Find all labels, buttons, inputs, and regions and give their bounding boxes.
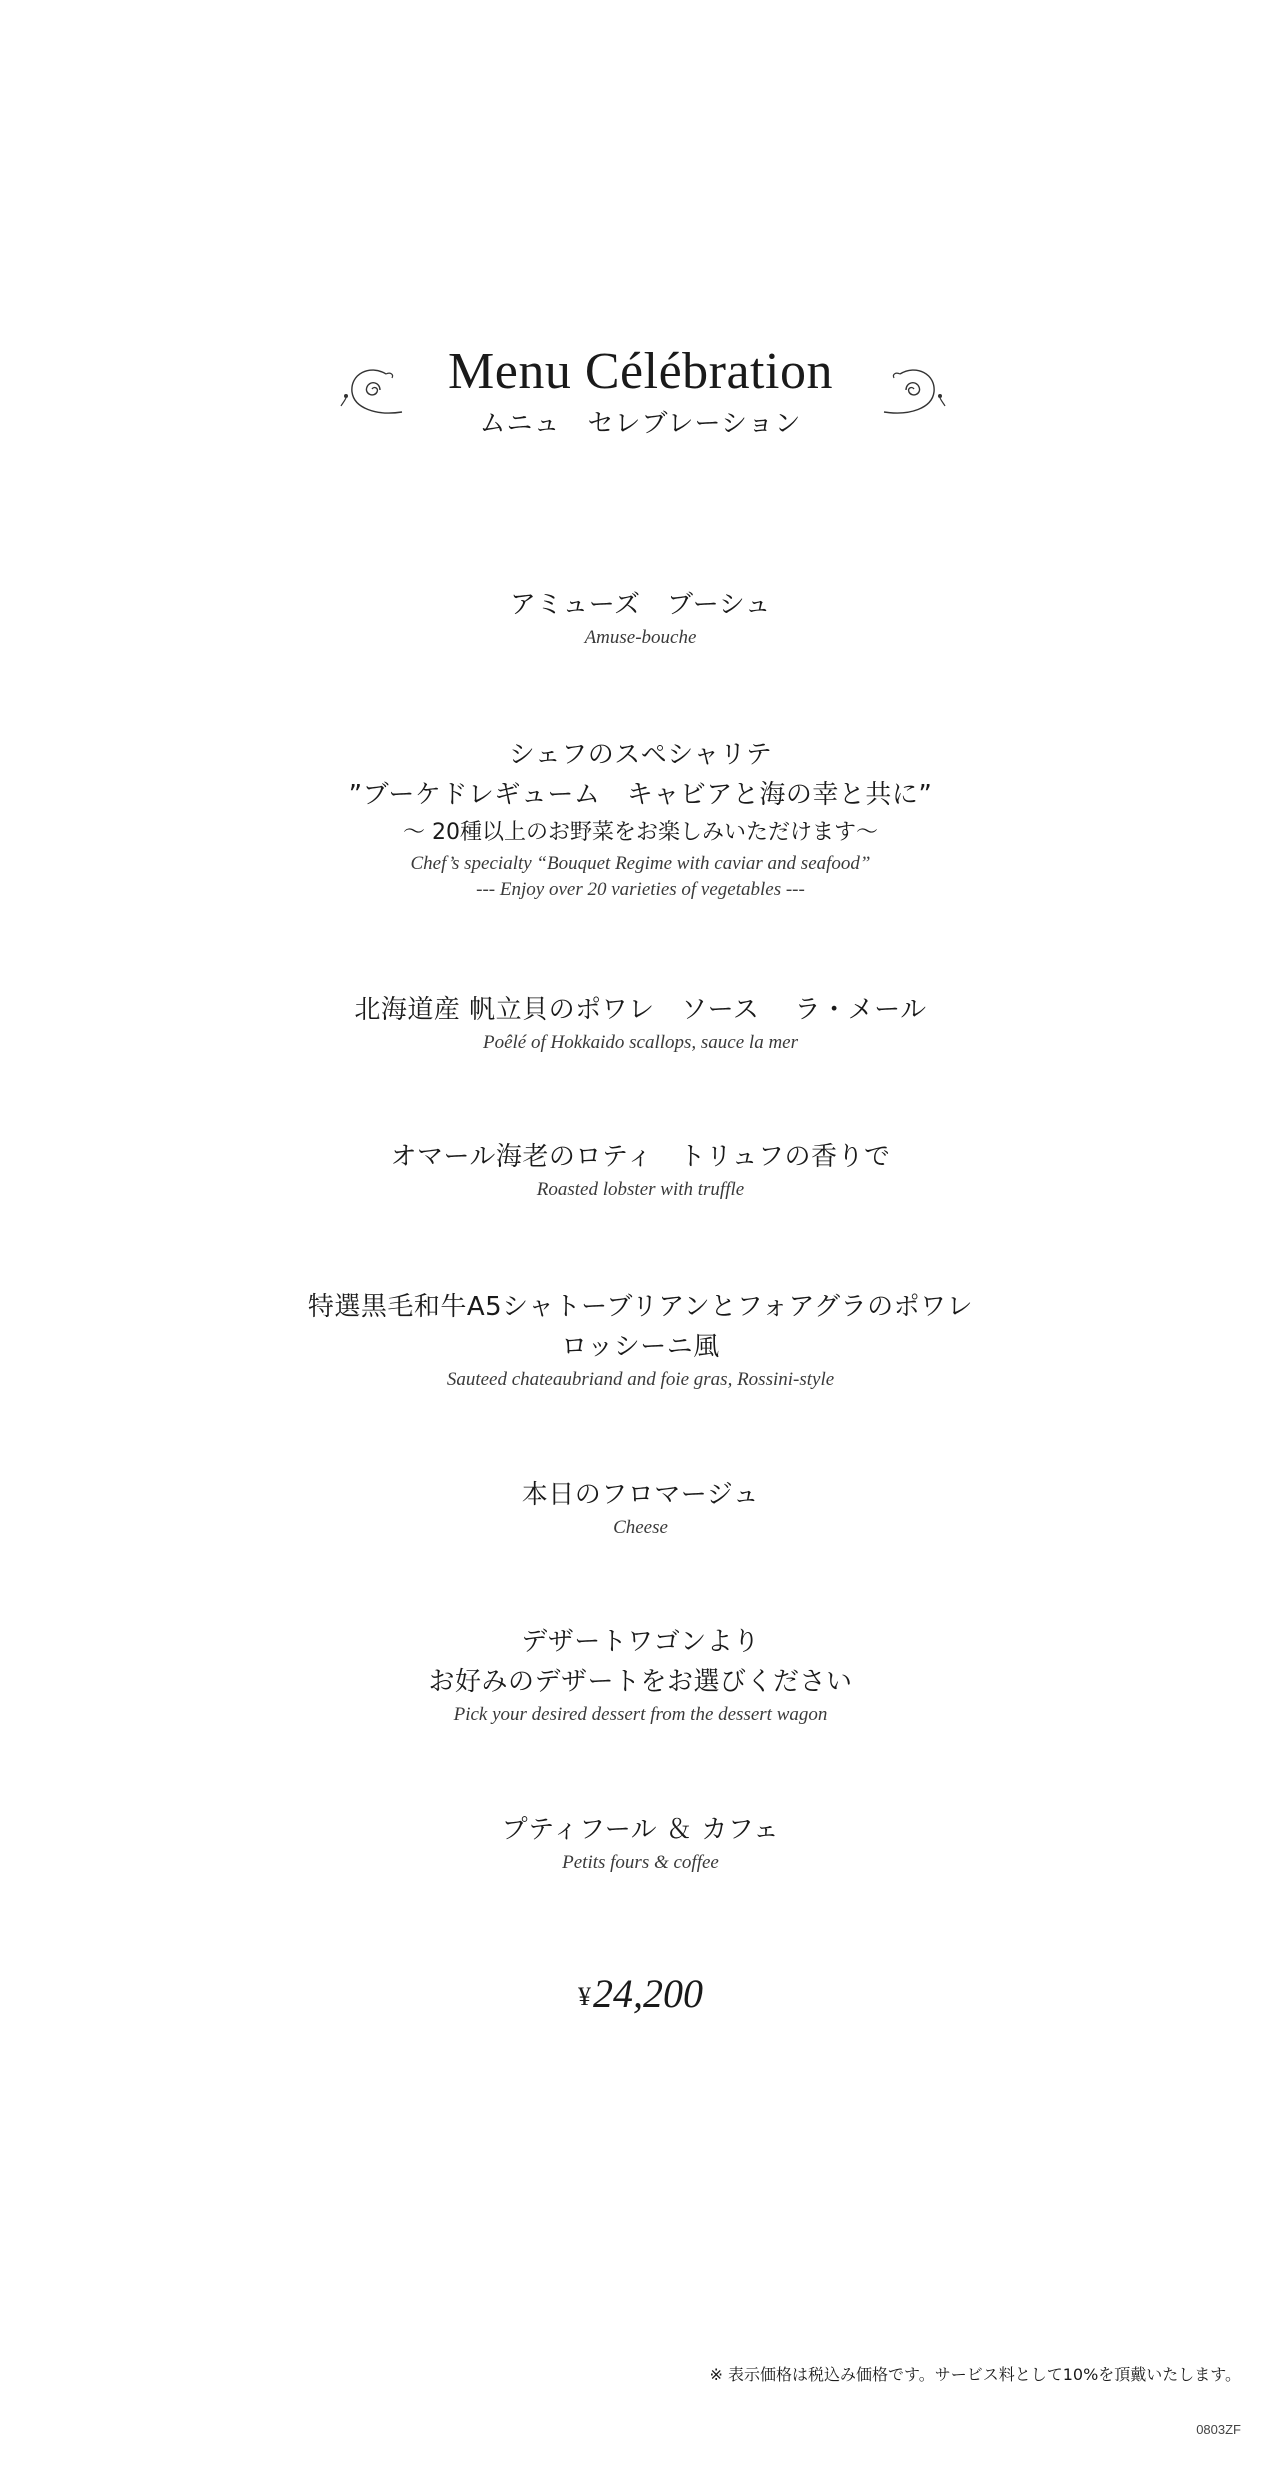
- course-jp-name-line2: ”ブーケドレギューム キャビアと海の幸と共に”: [348, 780, 933, 810]
- course-chef-specialty: [0, 735, 1281, 903]
- course-en-name: Chef’s specialty “Bouquet Regime with caviar and seafood”: [410, 853, 871, 874]
- menu-subtitle: ムニュ セレブレーション: [479, 409, 802, 439]
- document-code: 0803ZF: [1196, 2422, 1241, 2437]
- course-en-name: Petits fours & coffee: [562, 1852, 719, 1873]
- course-en-name: Pick your desired dessert from the dessert wagon: [453, 1704, 828, 1725]
- course-petits-fours: [0, 1810, 1281, 1876]
- course-en-name: Roasted lobster with truffle: [536, 1179, 745, 1200]
- course-chateaubriand: [0, 1287, 1281, 1393]
- course-jp-name: オマール海老のロティ トリュフの香りで: [390, 1142, 891, 1172]
- price-amount: 24,200: [593, 1971, 703, 2016]
- course-jp-name: シェフのスペシャリテ: [508, 740, 773, 770]
- course-dessert: [0, 1622, 1281, 1728]
- course-jp-name: 北海道産 帆立貝のポワレ ソース ラ・メール: [354, 995, 927, 1025]
- course-jp-name: 特選黒毛和牛A5シャトーブリアンとフォアグラのポワレ: [307, 1292, 974, 1322]
- course-amuse-bouche: [0, 585, 1281, 651]
- menu-price: [0, 1970, 1281, 2017]
- menu-title: Menu Célébration: [448, 343, 833, 400]
- course-scallops: [0, 990, 1281, 1056]
- course-lobster: [0, 1137, 1281, 1203]
- course-cheese: [0, 1475, 1281, 1541]
- course-en-name: Poêlé of Hokkaido scallops, sauce la mer: [482, 1032, 798, 1053]
- course-jp-name-line2: お好みのデザートをお選びください: [428, 1667, 853, 1697]
- course-jp-name: アミューズ ブーシュ: [509, 590, 772, 620]
- course-en-name: Cheese: [613, 1517, 668, 1538]
- course-en-name: Sauteed chateaubriand and foie gras, Rossini-style: [446, 1369, 835, 1390]
- course-en-note: --- Enjoy over 20 varieties of vegetables ---: [476, 879, 805, 900]
- course-jp-name: プティフール ＆ カフェ: [501, 1815, 780, 1845]
- course-jp-note: 〜 20種以上のお野菜をお楽しみいただけます〜: [403, 820, 878, 845]
- course-jp-name: 本日のフロマージュ: [521, 1480, 760, 1510]
- menu-header: [0, 340, 1281, 442]
- price-currency: ¥: [578, 1982, 591, 2011]
- course-jp-name: デザートワゴンより: [521, 1627, 760, 1657]
- course-jp-name-line2: ロッシーニ風: [561, 1332, 720, 1362]
- course-en-name: Amuse-bouche: [584, 627, 697, 648]
- tax-service-note: ※ 表示価格は税込み価格です。サービス料として10%を頂戴いたします。: [709, 2365, 1241, 2384]
